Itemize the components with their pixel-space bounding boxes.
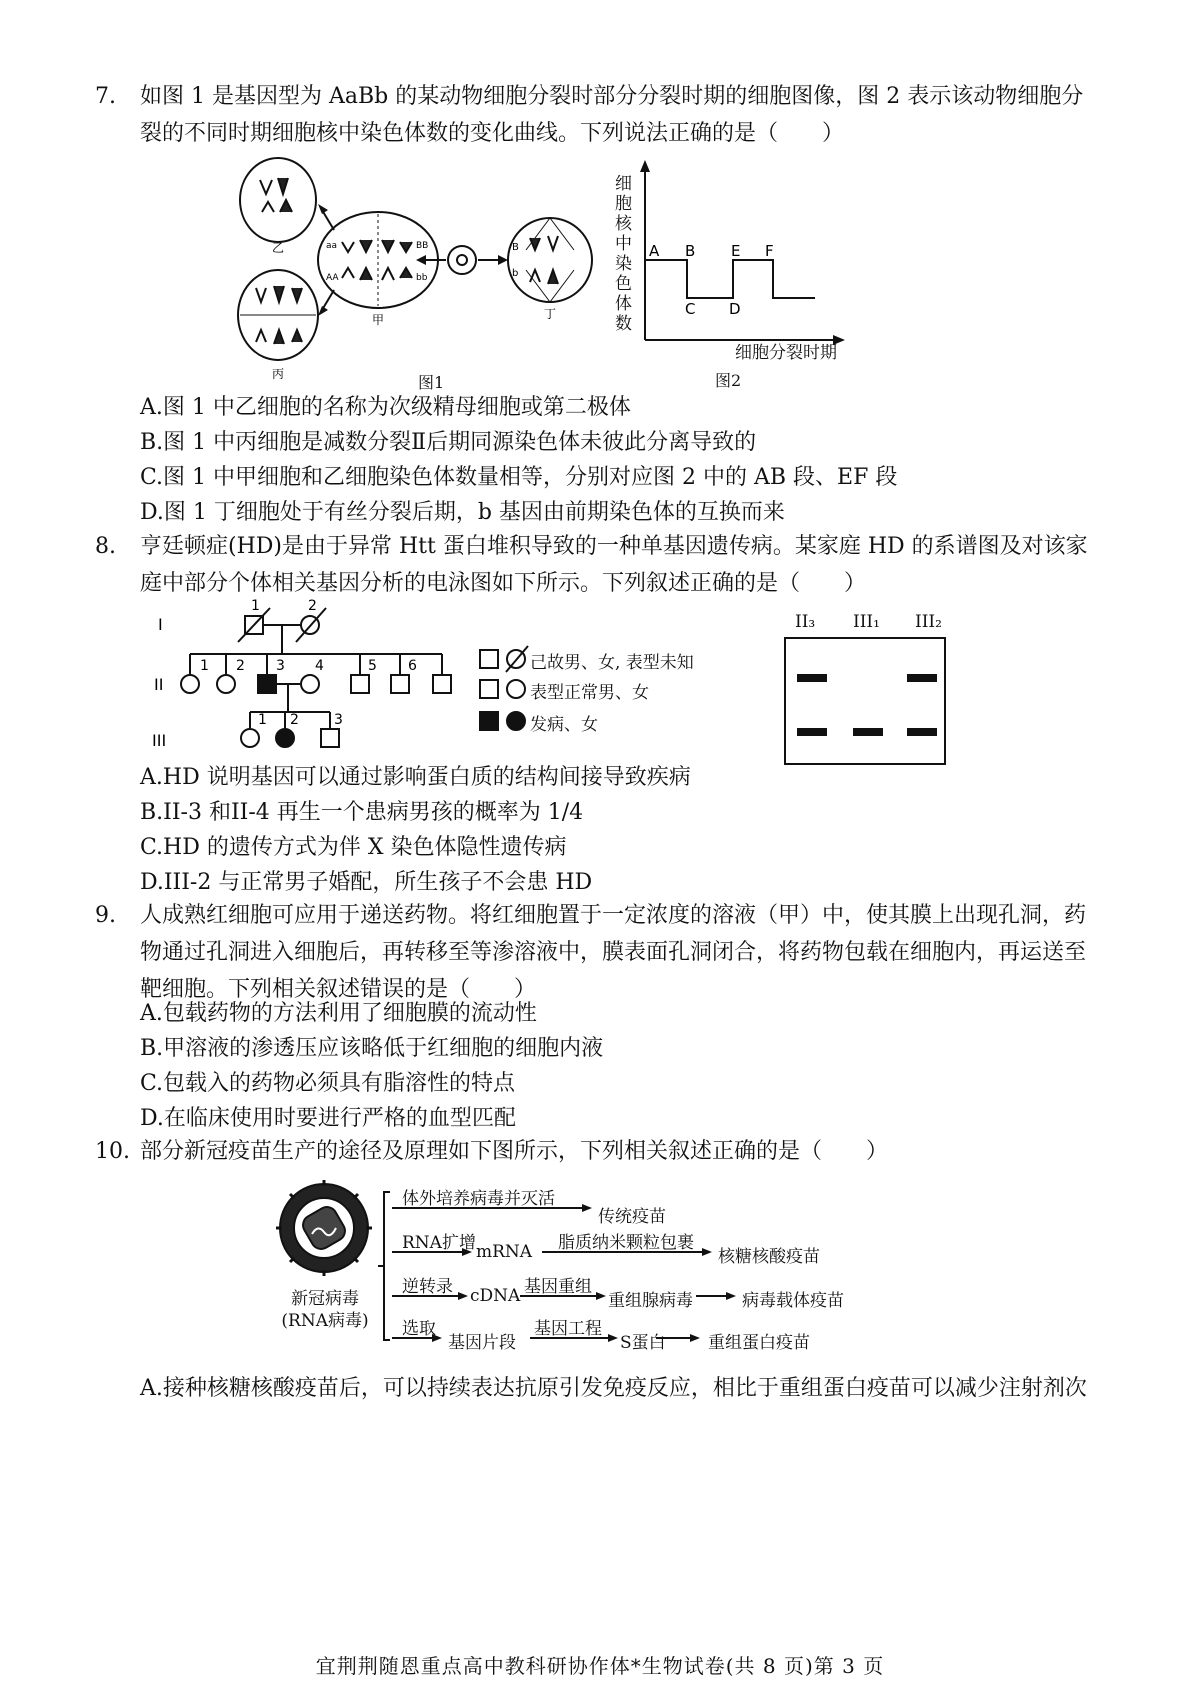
label-III2: 2	[290, 712, 299, 728]
pedigree-II2-circle	[217, 675, 235, 693]
generation-I: I	[158, 615, 163, 634]
row1-result: 传统疫苗	[598, 1207, 666, 1227]
row2-result: 核糖核酸疫苗	[718, 1247, 820, 1267]
option-c[interactable]: C.HD 的遗传方式为伴 X 染色体隐性遗传病	[140, 835, 567, 860]
band-III2-lower	[907, 728, 937, 736]
x-axis-label: 细胞分裂时期	[735, 343, 837, 363]
question-8	[95, 528, 1105, 602]
question-9	[95, 897, 1105, 1008]
row1-step: 体外培养病毒并灭活	[402, 1189, 555, 1209]
figure-1-caption: 图1	[418, 373, 445, 392]
label-II2: 2	[236, 658, 245, 674]
band-II3-upper	[797, 674, 827, 682]
option-d[interactable]: D.图 1 丁细胞处于有丝分裂后期，b 基因由前期染色体的互换而来	[140, 500, 785, 525]
row3-mid: cDNA	[470, 1286, 521, 1306]
band-III2-upper	[907, 674, 937, 682]
vaccine-production-diagram	[262, 1180, 862, 1360]
row4-step2: 基因工程	[534, 1319, 602, 1339]
question-number: 10.	[95, 1139, 130, 1164]
row3-mid2: 重组腺病毒	[608, 1291, 693, 1311]
question-number: 9.	[95, 903, 116, 928]
row3-step1: 逆转录	[402, 1277, 453, 1297]
row3-result: 病毒载体疫苗	[742, 1291, 844, 1311]
lane-label-II3: II₃	[795, 612, 816, 632]
lane-label-III1: III₁	[853, 612, 880, 632]
option-b[interactable]: B.甲溶液的渗透压应该略低于红细胞的细胞内液	[140, 1036, 604, 1061]
question-8-options	[140, 760, 1100, 900]
option-b[interactable]: B.图 1 中丙细胞是减数分裂Ⅱ后期同源染色体未彼此分离导致的	[140, 430, 757, 455]
figure-2-chromosome-curve	[615, 160, 875, 390]
legend-affected-male	[480, 712, 498, 730]
legend-normal-text: 表型正常男、女	[530, 683, 649, 703]
pedigree-II3-square-affected	[258, 675, 276, 693]
pedigree-chart	[150, 598, 750, 768]
point-A: A	[649, 242, 660, 260]
question-number: 7.	[95, 84, 116, 109]
generation-II: II	[154, 675, 164, 694]
option-b[interactable]: B.II-3 和II-4 再生一个患病男孩的概率为 1/4	[140, 800, 584, 825]
pedigree-II4-circle	[301, 675, 319, 693]
band-II3-lower	[797, 728, 827, 736]
row3-step2: 基因重组	[524, 1277, 592, 1297]
genes-BB: BB	[416, 241, 429, 251]
question-stem: 如图 1 是基因型为 AaBb 的某动物细胞分裂时部分分裂时期的细胞图像，图 2 表示该动物细胞分裂的不同时期细胞核中染色体数的变化曲线。下列说法正确的是（ ）	[140, 84, 1084, 146]
option-a[interactable]: A.图 1 中乙细胞的名称为次级精母细胞或第二极体	[140, 395, 631, 420]
label-II4: 4	[315, 658, 324, 674]
generation-III: III	[152, 731, 167, 750]
label-II1: 1	[200, 658, 209, 674]
pedigree-II6-square	[391, 675, 409, 693]
question-number: 8.	[95, 534, 116, 559]
legend-affected-text: 发病、女	[530, 715, 598, 735]
genes-AA: AA	[326, 273, 339, 283]
label-III1: 1	[258, 712, 267, 728]
legend-deceased-male	[480, 650, 498, 668]
chromosome-curve	[645, 260, 815, 298]
option-d[interactable]: D.III-2 与正常男子婚配，所生孩子不会患 HD	[140, 870, 593, 895]
row2-step2: 脂质纳米颗粒包裹	[558, 1233, 694, 1253]
genes-aa: aa	[326, 241, 338, 251]
question-stem: 亨廷顿症(HD)是由于异常 Htt 蛋白堆积导致的一种单基因遗传病。某家庭 HD 的系谱图及对该家庭中部分个体相关基因分析的电泳图如下所示。下列叙述正确的是（ ）	[140, 534, 1088, 596]
y-axis-label: 细胞核中染色体数	[615, 174, 632, 334]
pedigree-II7-square	[433, 675, 451, 693]
cell-yi-top	[240, 158, 316, 242]
point-F: F	[765, 242, 774, 260]
pedigree-II1-circle	[181, 675, 199, 693]
label-jia: 甲	[372, 313, 385, 327]
row4-mid: 基因片段	[448, 1333, 516, 1353]
pedigree-III3-square	[321, 729, 339, 747]
gene-B: B	[512, 242, 519, 253]
legend-deceased-text: 己故男、女, 表型未知	[530, 653, 694, 673]
legend-normal-male	[480, 680, 498, 698]
question-10	[95, 1133, 1105, 1170]
label-ding: 丁	[544, 307, 557, 321]
option-d[interactable]: D.在临床使用时要进行严格的血型匹配	[140, 1106, 516, 1131]
point-D: D	[729, 300, 741, 318]
virus-type-label: (RNA病毒)	[281, 1311, 369, 1331]
option-c[interactable]: C.包载入的药物必须具有脂溶性的特点	[140, 1071, 516, 1096]
row4-result: 重组蛋白疫苗	[708, 1333, 810, 1353]
figure-2-caption: 图2	[715, 371, 742, 390]
option-c[interactable]: C.图 1 中甲细胞和乙细胞染色体数量相等，分别对应图 2 中的 AB 段、EF 段	[140, 465, 898, 490]
question-stem: 部分新冠疫苗生产的途径及原理如下图所示，下列相关叙述正确的是（ ）	[140, 1139, 889, 1164]
pedigree-III1-circle	[241, 729, 259, 747]
gene-b: b	[512, 268, 519, 279]
virus-label: 新冠病毒	[291, 1289, 359, 1309]
original-cell	[448, 246, 476, 274]
cell-ding	[508, 218, 592, 302]
gel-frame	[785, 638, 945, 764]
row4-mid2: S蛋白	[620, 1333, 666, 1353]
label-I1: 1	[251, 598, 260, 614]
option-a[interactable]: A.包载药物的方法利用了细胞膜的流动性	[140, 1001, 537, 1026]
point-B: B	[685, 242, 696, 260]
row2-mid: mRNA	[476, 1242, 533, 1262]
band-III1-lower	[853, 728, 883, 736]
point-E: E	[731, 242, 741, 260]
question-7-options	[140, 390, 1100, 530]
label-bing: 丙	[272, 367, 285, 381]
row4-step1: 选取	[402, 1319, 436, 1339]
pedigree-II5-square	[351, 675, 369, 693]
row2-step1: RNA扩增	[402, 1233, 476, 1253]
label-II6: 6	[408, 658, 417, 674]
page-footer: 宜荆荆随恩重点高中教科研协作体*生物试卷(共 8 页)第 3 页	[315, 1654, 885, 1678]
question-9-options	[140, 996, 1100, 1136]
question-stem: 人成熟红细胞可应用于递送药物。将红细胞置于一定浓度的溶液（甲）中，使其膜上出现孔洞，药物通过孔洞进入细胞后，再转移至等渗溶液中，膜表面孔洞闭合，将药物包载在细胞内，再运送至靶细胞。下列相关叙述错误的是（ ）	[140, 903, 1087, 1002]
pedigree-III2-circle-affected	[276, 729, 294, 747]
label-II3: 3	[276, 658, 285, 674]
label-I2: 2	[308, 598, 317, 614]
branch-bracket	[384, 1192, 390, 1340]
question-7	[95, 78, 1105, 152]
legend-normal-female	[507, 680, 525, 698]
lane-label-III2: III₂	[915, 612, 942, 632]
figure-1-cell-division	[230, 150, 630, 390]
option-a[interactable]: A.HD 说明基因可以通过影响蛋白质的结构间接导致疾病	[140, 765, 691, 790]
label-yi: 乙	[272, 241, 285, 255]
coronavirus-icon	[276, 1180, 372, 1276]
legend-affected-female	[507, 712, 525, 730]
point-C: C	[685, 300, 696, 318]
question-10-options	[140, 1370, 1090, 1407]
option-a[interactable]: A.接种核糖核酸疫苗后，可以持续表达抗原引发免疫反应，相比于重组蛋白疫苗可以减少注射剂次	[140, 1376, 1087, 1401]
genes-bb: bb	[416, 273, 428, 283]
label-III3: 3	[334, 712, 343, 728]
label-II5: 5	[368, 658, 377, 674]
